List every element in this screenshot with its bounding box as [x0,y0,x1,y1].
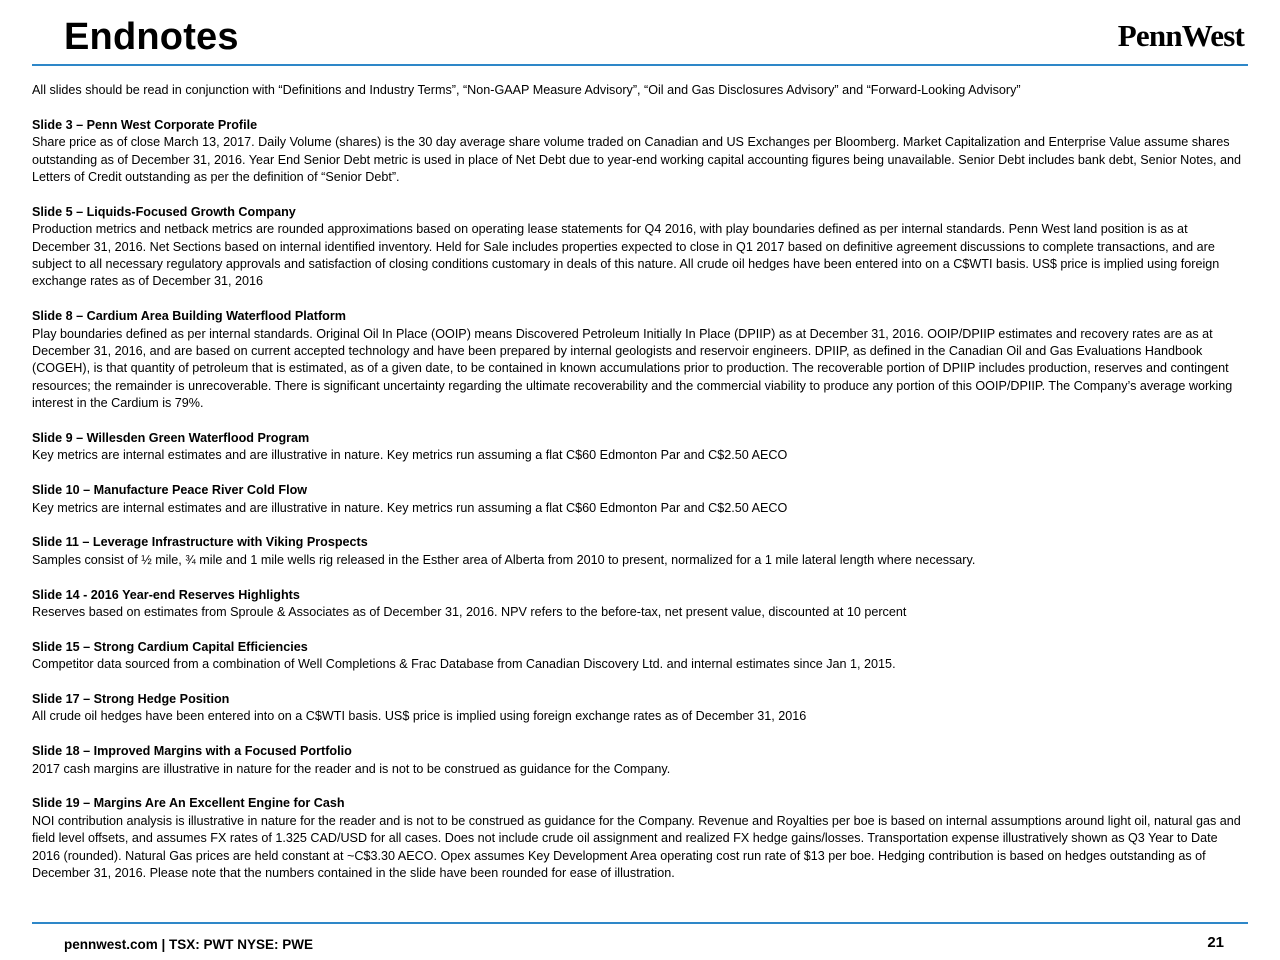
note-body: Reserves based on estimates from Sproule & Associates as of December 31, 2016. NPV refers to the before-tax, net present value, discounted at 10 percent [32,605,907,620]
note-body: All crude oil hedges have been entered into on a C$WTI basis. US$ price is implied using foreign exchange rates as of December 31, 2016 [32,709,807,724]
note-heading: Slide 3 – Penn West Corporate Profile [32,117,258,132]
note-body: Production metrics and netback metrics are rounded approximations based on operating lease statements for Q4 2016, with play boundaries defined as per internal standards. Penn West land position is as at December 31, 2016. Net Sections based on internal identified inventory. Held for Sale includes properties expected to close in Q1 2017 based on definitive agreement discussions to complete transactions, and are subject to all necessary regulatory approvals and satisfaction of closing conditions customary in deals of this nature. All crude oil hedges have been entered into on a C$WTI basis. US$ price is implied using foreign exchange rates as of December 31, 2016 [32,222,1220,289]
note-body: Play boundaries defined as per internal standards. Original Oil In Place (OOIP) means Discovered Petroleum Initially In Place (DPIIP) as at December 31, 2016. OOIP/DPIIP estimates and recovery rates are as at December 31, 2016, and are based on current accepted technology and have been prepared by internal geologists and reservoir engineers. DPIIP, as defined in the Canadian Oil and Gas Evaluations Handbook (COGEH), is that quantity of petroleum that is estimated, as of a given date, to be contained in known accumulations prior to production. The recoverable portion of DPIIP includes production, reserves and contingent resources; the remainder is unrecoverable. There is significant uncertainty regarding the ultimate recoverability and the commercial viability to produce any portion of this OOIP/DPIIP. The Company’s average working interest in the Cardium is 79%. [32,326,1233,411]
note-body: Samples consist of ½ mile, ¾ mile and 1 mile wells rig released in the Esther area of Alberta from 2010 to present, normalized for a 1 mile lateral length where necessary. [32,552,976,567]
footer-divider [32,922,1248,924]
note-heading: Slide 15 – Strong Cardium Capital Efficiencies [32,639,308,654]
note-slide-19 [32,795,1248,882]
note-heading: Slide 19 – Margins Are An Excellent Engine for Cash [32,796,345,811]
note-body: 2017 cash margins are illustrative in nature for the reader and is not to be construed as guidance for the Company. [32,761,671,776]
note-slide-8 [32,308,1248,412]
note-slide-10 [32,482,1248,517]
note-body: Competitor data sourced from a combination of Well Completions & Frac Database from Canadian Discovery Ltd. and internal estimates since Jan 1, 2015. [32,657,896,672]
note-heading: Slide 5 – Liquids-Focused Growth Company [32,204,296,219]
note-body: Key metrics are internal estimates and are illustrative in nature. Key metrics run assuming a flat C$60 Edmonton Par and C$2.50 AECO [32,448,788,463]
note-body: NOI contribution analysis is illustrative in nature for the reader and is not to be construed as guidance for the Company. Revenue and Royalties per boe is based on internal assumptions around light oil, natural gas and field level offsets, and assumes FX rates of 1.325 CAD/USD for all cases. Does not include crude oil assignment and realized FX hedge gains/losses. Transportation expense illustratively shown as Q3 Year to Date 2016 (rounded). Natural Gas prices are held constant at ~C$3.30 AECO. Opex assumes Key Development Area operating cost run rate of $13 per boe. Hedging contribution is based on hedges outstanding as of December 31, 2016. Please note that the numbers contained in the slide have been rounded for ease of illustration. [32,813,1241,881]
note-body: Key metrics are internal estimates and are illustrative in nature. Key metrics run assuming a flat C$60 Edmonton Par and C$2.50 AECO [32,500,788,515]
note-heading: Slide 11 – Leverage Infrastructure with Viking Prospects [32,535,368,550]
intro-advisory-text: All slides should be read in conjunction with “Definitions and Industry Terms”, “Non-GAAP Measure Advisory”, “Oil and Gas Disclosures Advisory” and “Forward-Looking Advisory” [32,83,1021,97]
footer-text: pennwest.com | TSX: PWT NYSE: PWE [64,937,314,952]
note-heading: Slide 17 – Strong Hedge Position [32,692,230,707]
note-slide-9 [32,430,1248,465]
note-body: Share price as of close March 13, 2017. Daily Volume (shares) is the 30 day average share volume traded on Canadian and US Exchanges per Bloomberg. Market Capitalization and Enterprise Value assume shares outstanding as of December 31, 2016. Year End Senior Debt metric is used in place of Net Debt due to year-end working capital accounting figures being unavailable. Senior Debt includes bank debt, Senior Notes, and Letters of Credit outstanding as per the definition of “Senior Debt”. [32,135,1242,185]
note-slide-11 [32,534,1248,569]
page-title: Endnotes [64,16,239,58]
note-heading: Slide 8 – Cardium Area Building Waterflood Platform [32,309,346,324]
note-heading: Slide 10 – Manufacture Peace River Cold Flow [32,483,308,498]
note-heading: Slide 14 - 2016 Year-end Reserves Highlights [32,587,300,602]
note-slide-17 [32,691,1248,726]
note-slide-3 [32,117,1248,187]
note-heading: Slide 18 – Improved Margins with a Focused Portfolio [32,744,352,759]
note-slide-5 [32,204,1248,291]
note-heading: Slide 9 – Willesden Green Waterflood Program [32,431,310,446]
note-slide-18 [32,743,1248,778]
page-number: 21 [1207,934,1224,951]
pennwest-logo: PennWest [1117,18,1244,53]
header-divider [32,64,1248,66]
note-slide-14 [32,587,1248,622]
endnotes-content [32,82,1248,900]
note-slide-15 [32,639,1248,674]
